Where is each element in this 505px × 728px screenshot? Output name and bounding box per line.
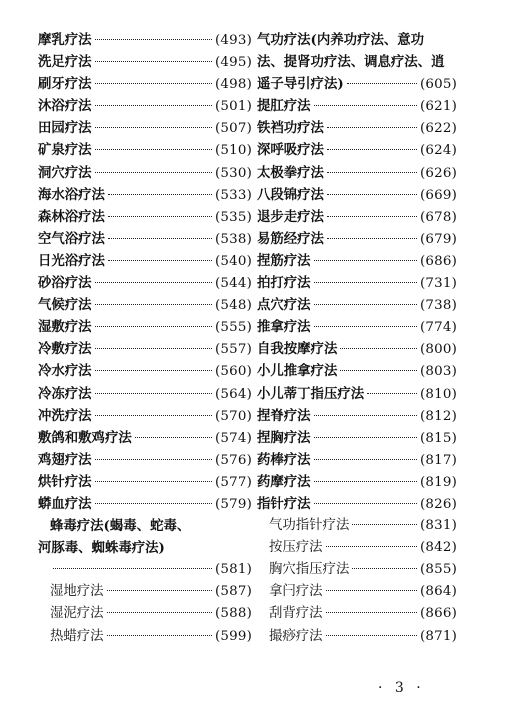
- toc-entry-page: (679): [419, 231, 457, 247]
- toc-entry-page: (605): [419, 77, 457, 93]
- toc-entry[interactable]: [38, 117, 252, 139]
- toc-entry-title: 小儿蒂丁指压疗法: [257, 385, 365, 402]
- toc-entry[interactable]: [257, 626, 457, 648]
- toc-entry-title: 提肛疗法: [257, 98, 311, 115]
- toc-entry-title: 田园疗法: [38, 120, 92, 137]
- toc-entry[interactable]: [38, 405, 252, 427]
- dot-leader: [314, 481, 417, 482]
- dot-leader: [314, 282, 417, 283]
- toc-entry-title: 湿泥疗法: [50, 606, 104, 622]
- dot-leader: [314, 326, 417, 327]
- dot-leader: [314, 459, 417, 460]
- toc-entry-page: (864): [419, 584, 457, 600]
- toc-entry-page: (538): [214, 231, 252, 247]
- dot-leader: [108, 194, 212, 195]
- toc-entry-title: 湿敷疗法: [38, 319, 92, 336]
- toc-entry-title: 摩乳疗法: [38, 32, 92, 48]
- toc-entry-title: 推拿疗法: [257, 319, 311, 336]
- toc-entry-page: (599): [214, 628, 252, 644]
- toc-entry-page: (626): [419, 165, 457, 181]
- toc-entry-page: (560): [214, 364, 252, 380]
- toc-entry-title: 深呼吸疗法: [257, 142, 324, 159]
- toc-entry[interactable]: [257, 206, 457, 228]
- toc-entry[interactable]: [257, 603, 457, 625]
- toc-entry-title: 冷敷疗法: [38, 341, 92, 358]
- toc-entry-title: 气候疗法: [38, 297, 92, 314]
- toc-entry-page: (624): [419, 143, 457, 159]
- toc-entry[interactable]: [38, 581, 252, 603]
- dot-leader: [340, 348, 417, 349]
- toc-entry-title: 药摩疗法: [257, 473, 311, 490]
- toc-entry-title: 湿地疗法: [50, 584, 104, 600]
- toc-entry-title: 刮背疗法: [269, 606, 323, 622]
- dot-leader: [326, 635, 417, 636]
- toc-entry-page: (581): [214, 562, 252, 578]
- dot-leader: [107, 612, 212, 613]
- dot-leader: [314, 260, 417, 261]
- toc-entry-title: 矿泉疗法: [38, 142, 92, 159]
- dot-leader: [352, 568, 417, 569]
- toc-entry-page: (815): [419, 430, 457, 446]
- toc-entry-page: (530): [214, 165, 252, 181]
- toc-entry-title: 日光浴疗法: [38, 252, 105, 269]
- dot-leader: [95, 39, 212, 40]
- toc-text-line: 法、提肾功疗法、调息疗法、逍: [257, 54, 445, 71]
- toc-entry-page: (540): [214, 253, 252, 269]
- toc-entry[interactable]: [38, 471, 252, 493]
- toc-entry-page: (555): [214, 320, 252, 336]
- toc-entry-page: (803): [419, 364, 457, 380]
- toc-entry-page: (498): [214, 77, 252, 93]
- toc-entry[interactable]: [38, 51, 252, 73]
- toc-entry[interactable]: [257, 184, 457, 206]
- toc-entry-page: (579): [214, 496, 252, 512]
- toc-entry-page: (855): [419, 562, 457, 578]
- toc-entry-page: (588): [214, 606, 252, 622]
- toc-entry-page: (501): [214, 99, 252, 115]
- toc-entry-page: (535): [214, 209, 252, 225]
- toc-entry-page: (669): [419, 187, 457, 203]
- toc-entry-title: 蟒血疗法: [38, 495, 92, 512]
- dot-leader: [95, 481, 212, 482]
- toc-entry-title: 鸡翅疗法: [38, 451, 92, 468]
- toc-entry[interactable]: [257, 383, 457, 405]
- dot-leader: [95, 415, 212, 416]
- toc-entry-page: (686): [419, 253, 457, 269]
- toc-entry[interactable]: [38, 559, 252, 581]
- dot-leader: [326, 612, 417, 613]
- toc-entry[interactable]: [257, 537, 457, 559]
- dot-leader: [327, 238, 417, 239]
- toc-entry[interactable]: [38, 338, 252, 360]
- toc-entry[interactable]: [38, 383, 252, 405]
- dot-leader: [108, 238, 212, 239]
- toc-entry[interactable]: [38, 139, 252, 161]
- dot-leader: [95, 348, 212, 349]
- toc-entry-title: 遥子导引疗法): [257, 76, 344, 93]
- toc-entry[interactable]: [38, 206, 252, 228]
- dot-leader: [95, 149, 212, 150]
- toc-entry-title: 易筋经疗法: [257, 230, 324, 247]
- dot-leader: [326, 590, 417, 591]
- dot-leader: [340, 370, 417, 371]
- toc-entry[interactable]: [38, 626, 252, 648]
- toc-entry-page: (621): [419, 99, 457, 115]
- dot-leader: [108, 216, 212, 217]
- toc-entry[interactable]: [38, 162, 252, 184]
- dot-leader: [327, 149, 417, 150]
- toc-entry[interactable]: [257, 559, 457, 581]
- dot-leader: [95, 61, 212, 62]
- toc-entry[interactable]: [38, 449, 252, 471]
- toc-entry-page: (587): [214, 584, 252, 600]
- toc-entry[interactable]: [38, 294, 252, 316]
- dot-leader: [327, 216, 417, 217]
- toc-entry[interactable]: [257, 338, 457, 360]
- toc-entry-page: (678): [419, 209, 457, 225]
- toc-entry[interactable]: [38, 427, 252, 449]
- toc-entry-page: (826): [419, 496, 457, 512]
- toc-entry[interactable]: [257, 427, 457, 449]
- toc-entry-page: (819): [419, 474, 457, 490]
- toc-entry-page: (831): [419, 518, 457, 534]
- toc-entry[interactable]: [38, 493, 252, 515]
- toc-entry-title: 冲洗疗法: [38, 407, 92, 424]
- toc-entry[interactable]: [257, 139, 457, 161]
- toc-entry-title: 太极拳疗法: [257, 164, 324, 181]
- toc-entry-title: 气功指针疗法: [269, 518, 350, 534]
- toc-entry-page: (576): [214, 452, 252, 468]
- dot-leader: [327, 127, 417, 128]
- dot-leader: [367, 393, 417, 394]
- toc-entry-page: (738): [419, 298, 457, 314]
- dot-leader: [107, 590, 212, 591]
- dot-leader: [95, 172, 212, 173]
- dot-leader: [135, 437, 212, 438]
- toc-entry[interactable]: [257, 95, 457, 117]
- toc-entry-title: 空气浴疗法: [38, 230, 105, 247]
- toc-entry-title: 拿闩疗法: [269, 584, 323, 600]
- toc-entry-title: 点穴疗法: [257, 297, 311, 314]
- toc-left-column: [38, 29, 252, 648]
- toc-entry-page: (774): [419, 320, 457, 336]
- toc-entry-page: (495): [214, 55, 252, 71]
- toc-entry-page: (842): [419, 540, 457, 556]
- toc-entry[interactable]: [38, 603, 252, 625]
- toc-entry[interactable]: [38, 29, 252, 51]
- toc-entry[interactable]: [38, 184, 252, 206]
- dot-leader: [326, 546, 417, 547]
- dot-leader: [53, 568, 212, 569]
- toc-entry-page: (507): [214, 121, 252, 137]
- toc-right-column: [257, 29, 457, 648]
- dot-leader: [352, 524, 417, 525]
- toc-entry[interactable]: [257, 405, 457, 427]
- toc-entry-title: 沐浴疗法: [38, 98, 92, 115]
- toc-entry[interactable]: [257, 493, 457, 515]
- toc-entry[interactable]: [257, 162, 457, 184]
- toc-entry-title: 捏筋疗法: [257, 252, 311, 269]
- toc-entry-page: (493): [214, 33, 252, 48]
- toc-entry[interactable]: [257, 471, 457, 493]
- page-number: · 3 ·: [378, 680, 425, 696]
- dot-leader: [95, 459, 212, 460]
- toc-entry[interactable]: [257, 117, 457, 139]
- toc-entry-title: 砂浴疗法: [38, 275, 92, 292]
- toc-entry-page: (548): [214, 298, 252, 314]
- toc-text-line: 蜂毒疗法(蝎毒、蛇毒、: [50, 518, 191, 535]
- toc-entry-title: 铁裆功疗法: [257, 120, 324, 137]
- toc-entry-title: 海水浴疗法: [38, 186, 105, 203]
- toc-entry[interactable]: [38, 250, 252, 272]
- dot-leader: [314, 415, 417, 416]
- toc-entry-page: (557): [214, 342, 252, 358]
- toc-entry-title: 撮痧疗法: [269, 628, 323, 644]
- toc-entry-title: 胸穴指压疗法: [269, 562, 350, 578]
- toc-entry[interactable]: [257, 316, 457, 338]
- toc-entry-title: 热蜡疗法: [50, 628, 104, 644]
- toc-entry[interactable]: [38, 272, 252, 294]
- toc-entry[interactable]: [257, 449, 457, 471]
- toc-entry-page: (622): [419, 121, 457, 137]
- toc-entry[interactable]: [257, 360, 457, 382]
- toc-entry-page: (731): [419, 276, 457, 292]
- toc-text-line: 气功疗法(内养功疗法、意功: [257, 32, 425, 48]
- dot-leader: [95, 282, 212, 283]
- toc-entry-title: 捏脊疗法: [257, 407, 311, 424]
- toc-entry-title: 退步走疗法: [257, 208, 324, 225]
- dot-leader: [327, 194, 417, 195]
- toc-entry-title: 捏胸疗法: [257, 429, 311, 446]
- toc-entry[interactable]: [38, 228, 252, 250]
- dot-leader: [347, 83, 417, 84]
- toc-entry-title: 洗足疗法: [38, 54, 92, 71]
- toc-entry[interactable]: [257, 73, 457, 95]
- toc-entry-page: (533): [214, 187, 252, 203]
- toc-entry-page: (817): [419, 452, 457, 468]
- toc-entry[interactable]: [38, 316, 252, 338]
- dot-leader: [95, 304, 212, 305]
- dot-leader: [95, 127, 212, 128]
- toc-entry-title: 冷水疗法: [38, 363, 92, 380]
- toc-entry[interactable]: [38, 95, 252, 117]
- dot-leader: [108, 260, 212, 261]
- toc-entry-page: (544): [214, 276, 252, 292]
- toc-entry-page: (564): [214, 386, 252, 402]
- dot-leader: [95, 370, 212, 371]
- toc-entry-title: 自我按摩疗法: [257, 341, 338, 358]
- dot-leader: [107, 635, 212, 636]
- toc-entry[interactable]: [257, 228, 457, 250]
- dot-leader: [314, 503, 417, 504]
- dot-leader: [95, 105, 212, 106]
- toc-entry-page: (871): [419, 628, 457, 644]
- dot-leader: [95, 503, 212, 504]
- dot-leader: [95, 326, 212, 327]
- dot-leader: [327, 172, 417, 173]
- toc-entry-title: 八段锦疗法: [257, 186, 324, 203]
- toc-entry[interactable]: [257, 250, 457, 272]
- toc-entry-title: 小儿推拿疗法: [257, 363, 338, 380]
- toc-text-line: 河豚毒、蜘蛛毒疗法): [38, 540, 165, 557]
- toc-entry-title: 森林浴疗法: [38, 208, 105, 225]
- toc-entry-page: (812): [419, 408, 457, 424]
- toc-entry-page: (866): [419, 606, 457, 622]
- toc-entry[interactable]: [38, 73, 252, 95]
- toc-entry[interactable]: [257, 515, 457, 537]
- toc-entry-page: (810): [419, 386, 457, 402]
- dot-leader: [314, 105, 417, 106]
- toc-entry[interactable]: [257, 272, 457, 294]
- toc-entry-title: 烘针疗法: [38, 473, 92, 490]
- toc-entry-page: (800): [419, 342, 457, 358]
- toc-entry-title: 药棒疗法: [257, 451, 311, 468]
- dot-leader: [314, 304, 417, 305]
- dot-leader: [95, 393, 212, 394]
- toc-entry-title: 拍打疗法: [257, 275, 311, 292]
- dot-leader: [314, 437, 417, 438]
- toc-entry-title: 刷牙疗法: [38, 76, 92, 93]
- toc-entry-title: 按压疗法: [269, 540, 323, 556]
- toc-entry-page: (570): [214, 408, 252, 424]
- toc-entry[interactable]: [257, 294, 457, 316]
- toc-entry-title: 敷鸽和敷鸡疗法: [38, 429, 132, 446]
- toc-entry-page: (577): [214, 474, 252, 490]
- toc-entry-page: (510): [214, 143, 252, 159]
- toc-entry-title: 冷冻疗法: [38, 385, 92, 402]
- toc-entry-title: 洞穴疗法: [38, 164, 92, 181]
- toc-entry[interactable]: [257, 581, 457, 603]
- dot-leader: [95, 83, 212, 84]
- toc-entry[interactable]: [38, 360, 252, 382]
- toc-entry-title: 指针疗法: [257, 495, 311, 512]
- toc-entry-page: (574): [214, 430, 252, 446]
